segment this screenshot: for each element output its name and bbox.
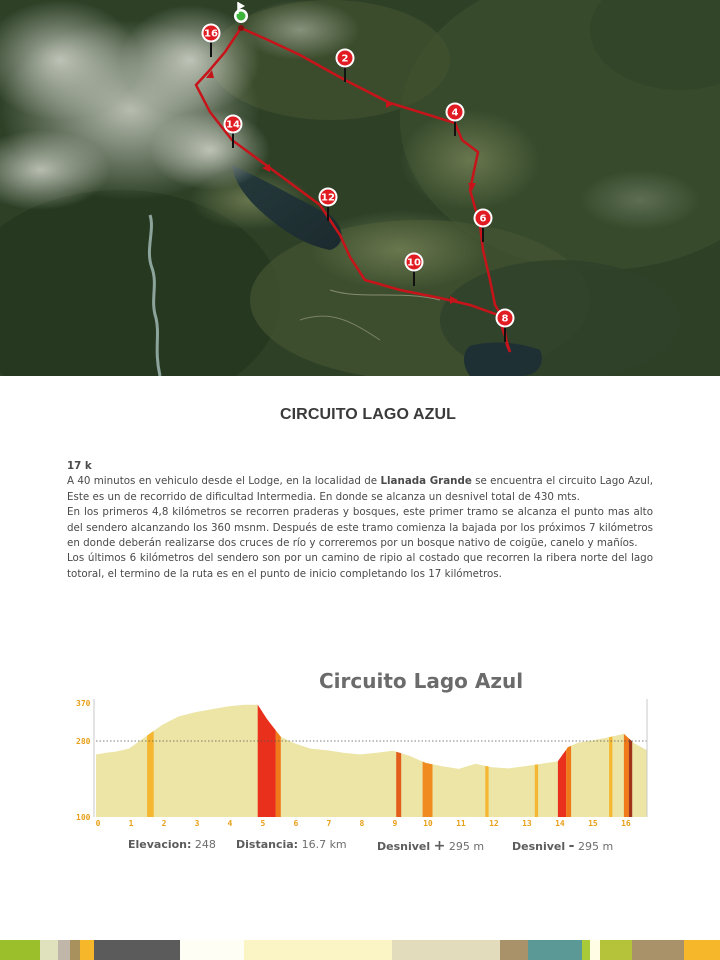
waypoint-label: 16	[204, 28, 218, 40]
x-tick-label: 15	[588, 819, 598, 828]
footer-color-block	[632, 940, 684, 960]
footer-color-block	[582, 940, 590, 960]
footer-color-block	[180, 940, 244, 960]
ascent-stat: Desnivel + 295 m	[377, 838, 485, 854]
difficulty-segment-11	[629, 739, 632, 818]
footer-color-block	[58, 940, 70, 960]
chart-stats	[0, 838, 720, 858]
difficulty-segment-5	[485, 766, 488, 817]
difficulty-segment-10	[624, 734, 629, 817]
elevation-stat: Elevacion: 248	[128, 838, 216, 851]
waypoint-label: 10	[407, 257, 421, 269]
descent-stat: Desnivel - 295 m	[512, 838, 614, 854]
x-tick-label: 10	[423, 819, 433, 828]
x-tick-label: 16	[621, 819, 631, 828]
route-distance: 17 k	[67, 460, 92, 472]
difficulty-segment-1	[258, 705, 276, 817]
x-tick-label: 14	[555, 819, 565, 828]
chart-title: Circuito Lago Azul	[319, 669, 524, 693]
satellite-route-map	[0, 0, 720, 376]
paragraph-last-section: Los últimos 6 kilómetros del sendero son por un camino de ripio al costado que recorren la ribera norte del lago totoral, el termino de la ruta es en el punto de inicio completando los 17 kilómetros.	[67, 552, 653, 580]
difficulty-segment-6	[535, 764, 538, 817]
footer-color-block	[500, 940, 528, 960]
waypoint-label: 12	[321, 192, 335, 204]
x-tick-label: 9	[392, 819, 398, 828]
footer-color-block	[94, 940, 180, 960]
x-tick-label: 13	[522, 819, 532, 828]
waypoint-label: 8	[501, 313, 509, 325]
x-tick-label: 3	[194, 819, 200, 828]
footer-color-block	[40, 940, 58, 960]
difficulty-segment-4	[423, 762, 433, 818]
waypoint-label: 14	[226, 119, 240, 131]
footer-color-block	[590, 940, 600, 960]
footer-color-block	[684, 940, 720, 960]
x-tick-label: 2	[161, 819, 167, 828]
waypoint-label: 4	[451, 107, 459, 119]
difficulty-segment-3	[396, 752, 401, 817]
difficulty-segment-8	[566, 746, 571, 817]
waypoint-label: 2	[341, 53, 349, 65]
x-tick-label: 0	[95, 819, 101, 828]
x-tick-label: 4	[227, 819, 233, 828]
y-tick-label: 280	[76, 737, 91, 746]
footer-color-block	[0, 940, 40, 960]
x-tick-label: 12	[489, 819, 499, 828]
route-description	[67, 459, 653, 582]
difficulty-segment-0	[147, 731, 154, 817]
difficulty-segment-2	[276, 730, 281, 817]
x-tick-label: 6	[293, 819, 299, 828]
footer-color-block	[80, 940, 94, 960]
x-tick-label: 7	[326, 819, 332, 828]
x-tick-label: 8	[359, 819, 365, 828]
x-tick-label: 1	[128, 819, 134, 828]
paragraph-first-section: En los primeros 4,8 kilómetros se recorren praderas y bosques, este primer tramo se alcanza el punto mas alto del sendero alcanzando los 360 msnm. Después de este tramo comienza la bajada por los próximos 7 kilómetros en donde deberán realizarse dos cruces de río y correremos por un bosque nativo de coigüe, canelo y mañíos.	[67, 506, 653, 550]
elevation-profile-chart	[0, 690, 720, 840]
footer-color-strip	[0, 940, 720, 960]
difficulty-segment-9	[609, 737, 612, 818]
difficulty-segment-7	[558, 750, 566, 817]
location-name: Llanada Grande	[380, 475, 472, 488]
footer-color-block	[244, 940, 392, 960]
distance-stat: Distancia: 16.7 km	[236, 838, 347, 851]
footer-color-block	[600, 940, 632, 960]
x-tick-label: 11	[456, 819, 466, 828]
page-title: CIRCUITO LAGO AZUL	[279, 406, 456, 423]
paragraph-intro: A 40 minutos en vehiculo desde el Lodge, en la localidad de Llanada Grande se encuentra el circuito Lago Azul, Este es un de recorrido de dificultad Intermedia. En donde se alcanza un desnivel total de 430 mts.	[67, 475, 653, 503]
waypoint-label: 6	[479, 213, 487, 225]
y-tick-label: 100	[76, 813, 91, 822]
y-tick-label: 370	[76, 699, 91, 708]
footer-color-block	[70, 940, 80, 960]
footer-color-block	[528, 940, 582, 960]
x-tick-label: 5	[260, 819, 266, 828]
footer-color-block	[392, 940, 500, 960]
